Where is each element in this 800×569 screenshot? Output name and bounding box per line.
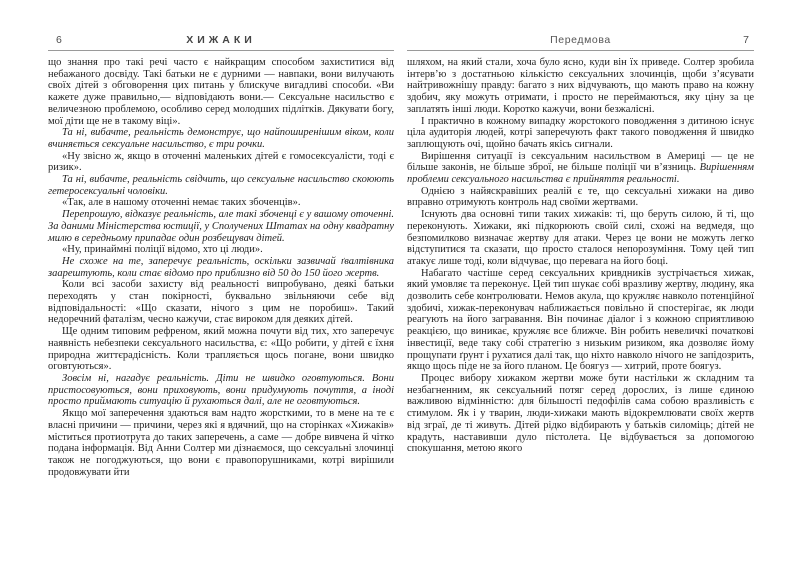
- paragraph: [48, 127, 394, 150]
- text-segment: Існують два основні типи таких хижаків: ті, що беруть силою, й ті, що переконують. Хижаки, які підкорюють своїй силі, схожі на ведмедя, що безпомилково визначає жертву для атаки. Через це вони не можуть легко відступитися та сказати, що просто сталося непорозуміння. Тому цей тип атакує лише тоді, коли відчуває, що перевага на його боці.: [407, 209, 754, 267]
- paragraph: [48, 373, 394, 408]
- paragraph: [407, 209, 754, 268]
- text-segment: «Ну звісно ж, якщо в оточенні маленьких дітей є гомосексуалісти, тоді є ризик».: [48, 150, 394, 174]
- right-page-header: [407, 34, 754, 48]
- right-page-number: 7: [743, 34, 749, 46]
- paragraph: [407, 151, 754, 186]
- paragraph: [407, 116, 754, 151]
- paragraph: [48, 256, 394, 279]
- left-page-number: 6: [56, 34, 62, 46]
- text-segment: що знання про такі речі часто є найкращим способом захиститися від небажаного досвіду. Такі батьки не є дурними — навпаки, вони вилучають своїх дітей з обговорення цих питань у блискуче вигадливі способи. «Ви кажете дуже правильно,— відповідають вони.— Сексуальне насильство є величезною проблемою, особливо серед молодших підлітків. Дякувати богу, мої діти ще не в такому віці».: [48, 57, 394, 127]
- text-segment: шляхом, на який стали, хоча було ясно, куди він їх приведе. Солтер зробила інтерв’ю з достатньою кількістю сексуальних злочинців, щоби з’ясувати найтривожнішу правду: багато з них відчувають, що мають право на кожну здобич, яку можуть отримати, і просто не переймаються, яку ціну за це заплатять інші люди. Коротко кажучи, вони безжалісні.: [407, 57, 754, 115]
- text-segment: Зовсім ні, нагадує реальність. Діти не швидко оговтуються. Вони пристосовуються, вони приховують, вони придумують почуття, а іноді просто приймають ситуацію й рухаються далі, але не оговтуються.: [48, 372, 394, 408]
- paragraph: [48, 244, 394, 256]
- paragraph: [48, 279, 394, 326]
- paragraph: [48, 209, 394, 244]
- text-segment: Вирішення ситуації із сексуальним насильством в Америці — це не більше законів, не більше зброї, не більше поліції чи в’язниць.: [407, 150, 754, 174]
- right-page: [407, 34, 754, 455]
- text-segment: Ще одним типовим рефреном, який можна почути від тих, хто заперечує наявність небезпеки сексуального насильства, є: «Що робити, у дітей є їхня природна життєрадісність. Коли трапляється щось погане, вони швидко оговтуються».: [48, 326, 394, 373]
- paragraph: [48, 326, 394, 373]
- text-segment: Та ні, вибачте, реальність демонструє, що найпоширенішим віком, коли вчиняється сексуальне насильство, є три рочки.: [48, 127, 394, 150]
- text-segment: Процес вибору хижаком жертви може бути настільки ж складним та незбагненним, як сексуальний потяг серед дорослих, із лише єдиною важливою відмінністю: для більшості педофілів сама собою вразливість є стимулом. Як і у тварин, люди-хижаки мають відокремлювати своїх жертв від зграї, де ті живуть. Дітей рідко відбирають у батьків силоміць; дітей не крадуть, наставивши дуло пістолета. Це відбувається за допомогою спокушання, метою якого: [407, 372, 754, 455]
- right-page-text: [407, 57, 754, 455]
- paragraph: [48, 408, 394, 478]
- text-segment: Перепрошую, відказує реальність, але такі збоченці є у вашому оточенні. За даними Міністерства юстиції, у Сполучених Штатах на одну квадратну милю в середньому припадає один розбещувач дітей.: [48, 209, 394, 244]
- text-segment: Та ні, вибачте, реальність свідчить, що сексуальне насильство скоюють гетеросексуальні чоловіки.: [48, 174, 394, 197]
- text-segment: Якщо мої заперечення здаються вам надто жорсткими, то в мене на те є власні причини — причини, через які я вдячний, що на сторінках «Хижаків» міститься протиотрута до таких заперечень, а саме — добре вивчена й чітко подана інформація. Від Анни Солтер ми дізнаємося, що сексуальні злочинці також не погоджуються, що вони є правопорушниками, котрі вирішили продовжувати йти: [48, 408, 394, 478]
- paragraph: [48, 151, 394, 174]
- left-header-rule: [48, 50, 394, 51]
- paragraph: [48, 174, 394, 197]
- right-running-header: Передмова: [550, 34, 611, 46]
- text-segment: «Ну, принаймні поліції відомо, хто ці люди».: [62, 244, 263, 256]
- paragraph: [407, 186, 754, 209]
- paragraph: [407, 57, 754, 116]
- text-segment: Коли всі засоби захисту від реальності випробувано, деякі батьки переходять у стан покірності, буквально звільняючи себе від відповідальності: «Що сказати, нічого з цим не поробиш». Такий недоречний фаталізм, чесно кажучи, стає вироком для деяких дітей.: [48, 279, 394, 326]
- left-page-header: [48, 34, 394, 48]
- right-header-rule: [407, 50, 754, 51]
- paragraph: [48, 57, 394, 127]
- text-segment: Набагато частіше серед сексуальних кривдників зустрічається хижак, який умовляє та переконує. Цей тип шукає собі вразливу жертву, людину, яка дозволить себе контролювати. Немов акула, що кружляє навколо потенційної здобичі, хижак-переконувач наближається повільно й спостерігає, як люди реагують на його загравання. Він починає діалог і з кожною сприятливою реакцією, що виникає, кружляє все ближче. Він робить невеличкі початкові інвестиції, веде таку собі стратегію з низьким ризиком, яка дозволяє йому прощупати ґрунт і рухатися далі так, що ніхто навколо нічого не запідозрить, якщо щось піде не за його планом. Це боягуз — хитрий, проте боягуз.: [407, 267, 754, 373]
- left-page-text: [48, 57, 394, 478]
- text-segment: Вирішенням проблеми сексуального насильства є прийняття реальності.: [407, 162, 754, 186]
- left-running-header: ХИЖАКИ: [186, 34, 256, 46]
- left-page: [48, 34, 394, 478]
- paragraph: [407, 373, 754, 455]
- paragraph: [407, 268, 754, 373]
- text-segment: І практично в кожному випадку жорстокого поводження з дитиною існує ціла аудиторія людей, котрі заперечують факт такого поводження й швидко заплющують очі, щойно бачать якісь сигнали.: [407, 115, 754, 150]
- text-segment: «Так, але в нашому оточенні немає таких збоченців».: [62, 197, 301, 209]
- text-segment: Не схоже на те, заперечує реальність, оскільки зазвичай ґвалтівника заарештують, коли стає відомо про приблизно від 50 до 150 його жертв.: [48, 255, 394, 279]
- paragraph: [48, 197, 394, 209]
- text-segment: Однією з найяскравіших реалій є те, що сексуальні хижаки на диво вправно отримують контроль над своїми жертвами.: [407, 185, 754, 209]
